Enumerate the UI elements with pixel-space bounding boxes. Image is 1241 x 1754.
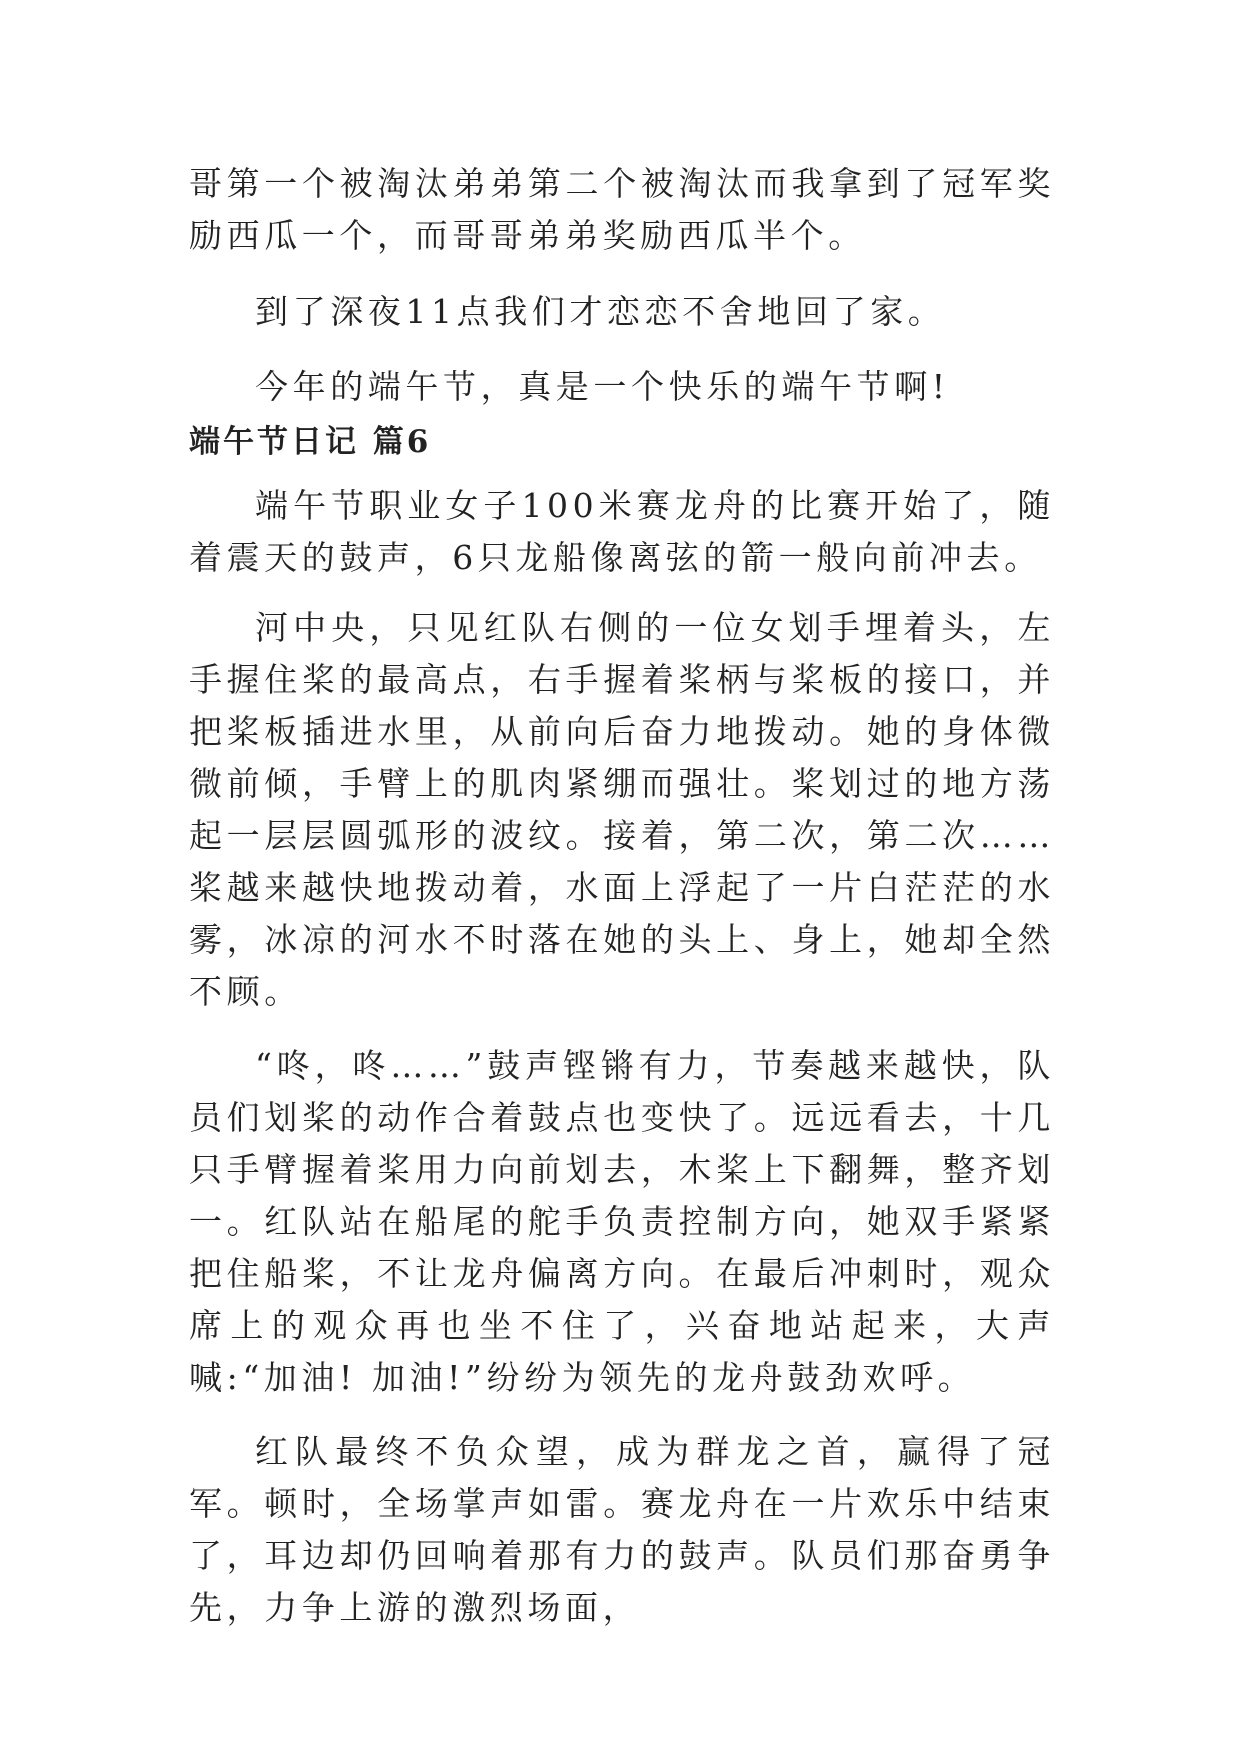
document-body <box>189 158 1055 1634</box>
paragraph-return-home: 到了深夜11点我们才恋恋不舍地回了家。 <box>255 292 946 331</box>
paragraph-race-start: 端午节职业女子100米赛龙舟的比赛开始了，随着震天的鼓声，6只龙船像离弦的箭一般向前冲去。 <box>189 486 1055 577</box>
paragraph-continued: 哥第一个被淘汰弟弟第二个被淘汰而我拿到了冠军奖励西瓜一个，而哥哥弟弟奖励西瓜半个。 <box>189 164 1055 255</box>
section-title: 端午节日记 篇6 <box>189 424 432 460</box>
paragraph-happy-festival: 今年的端午节，真是一个快乐的端午节啊! <box>255 367 950 406</box>
paragraph-rower: 河中央，只见红队右侧的一位女划手埋着头，左手握住桨的最高点，右手握着桨柄与桨板的接口，并把桨板插进水里，从前向后奋力地拨动。她的身体微微前倾，手臂上的肌肉紧绷而强壮。桨划过的地方荡起一层层圆弧形的波纹。接着，第二次，第二次……桨越来越快地拨动着，水面上浮起了一片白茫茫的水雾，冰凉的河水不时落在她的头上、身上，她却全然不顾。 <box>189 608 1055 1011</box>
paragraph-victory: 红队最终不负众望，成为群龙之首，赢得了冠军。顿时，全场掌声如雷。赛龙舟在一片欢乐中结束了，耳边却仍回响着那有力的鼓声。队员们那奋勇争先，力争上游的激烈场面， <box>189 1432 1055 1627</box>
paragraph-drums: “咚，咚……”鼓声铿锵有力，节奏越来越快，队员们划桨的动作合着鼓点也变快了。远远看去，十几只手臂握着桨用力向前划去，木桨上下翻舞，整齐划一。红队站在船尾的舵手负责控制方向，她双手紧紧把住船桨，不让龙舟偏离方向。在最后冲刺时，观众席上的观众再也坐不住了，兴奋地站起来，大声喊:“加油! 加油!”纷纷为领先的龙舟鼓劲欢呼。 <box>189 1046 1055 1397</box>
